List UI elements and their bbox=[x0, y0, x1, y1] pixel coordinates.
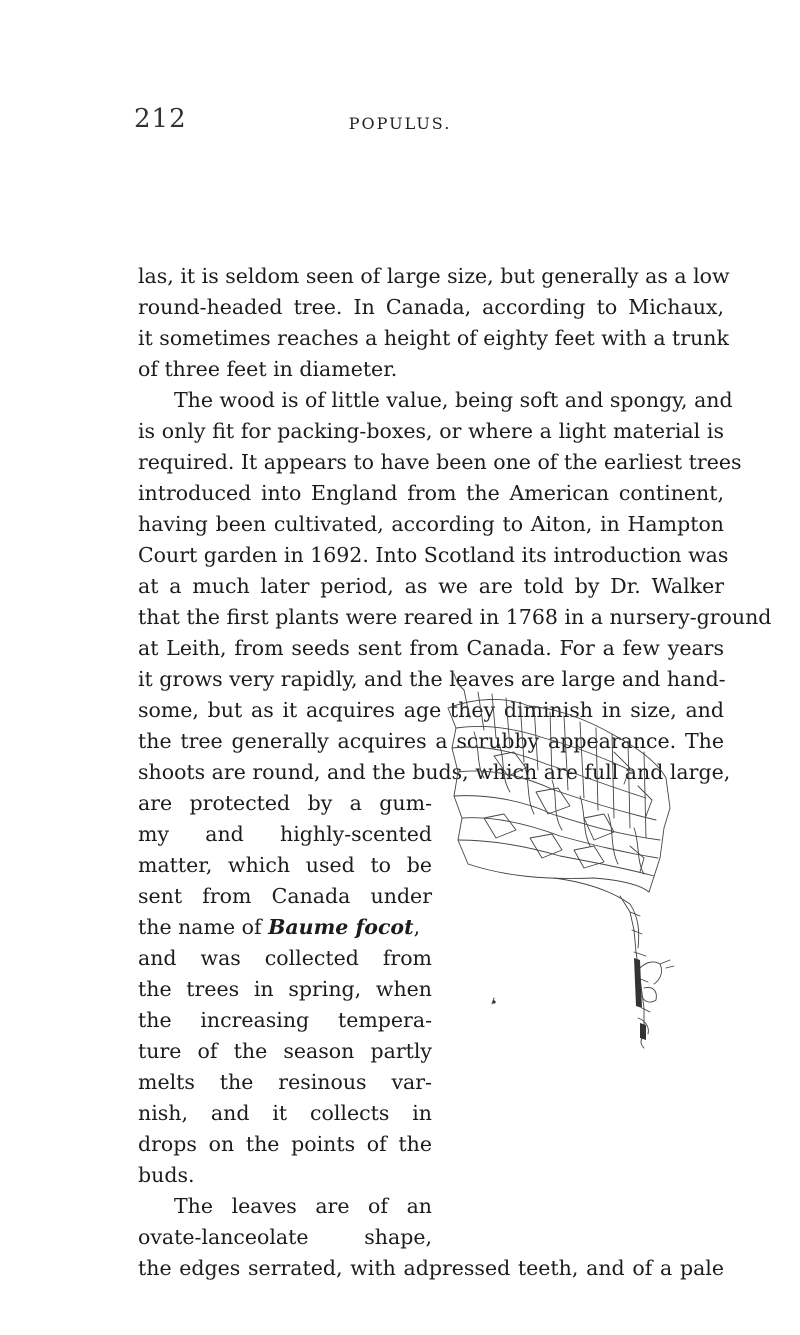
text-line: some, but as it acquires age they diminish in size, and bbox=[138, 698, 724, 722]
text-line: nish, and it collects in bbox=[138, 1101, 432, 1125]
text-line: of three feet in diameter. bbox=[138, 357, 398, 381]
text-line: required. It appears to have been one of the earliest trees bbox=[138, 450, 742, 474]
text-line: the trees in spring, when bbox=[138, 977, 432, 1001]
text-line: The wood is of little value, being soft and spongy, and bbox=[174, 388, 733, 412]
text-line: at Leith, from seeds sent from Canada. For a few years bbox=[138, 636, 724, 660]
text-line: round-headed tree. In Canada, according to Michaux, bbox=[138, 295, 724, 319]
text-line: The leaves are of an bbox=[174, 1194, 432, 1218]
text-line-latin bbox=[138, 912, 432, 943]
text-line: and was collected from bbox=[138, 946, 432, 970]
text-fragment: the name of bbox=[138, 915, 262, 939]
text-line: las, it is seldom seen of large size, but generally as a low bbox=[138, 264, 730, 288]
text-line: the increasing tempera- bbox=[138, 1008, 432, 1032]
text-line: introduced into England from the American continent, bbox=[138, 481, 724, 505]
text-line: the tree generally acquires a scrubby appearance. The bbox=[138, 729, 724, 753]
text-line: it sometimes reaches a height of eighty feet with a trunk bbox=[138, 326, 729, 350]
text-line: having been cultivated, according to Aiton, in Hampton bbox=[138, 512, 724, 536]
latin-term: Baume focot bbox=[268, 915, 414, 939]
text-line: melts the resinous var- bbox=[138, 1070, 432, 1094]
text-line: shoots are round, and the buds, which are full and large, bbox=[138, 760, 731, 784]
text-line: that the first plants were reared in 1768 in a nursery-ground bbox=[138, 605, 772, 629]
text-line: sent from Canada under bbox=[138, 884, 432, 908]
text-line: is only fit for packing-boxes, or where a light material is bbox=[138, 419, 724, 443]
bud-illustration-icon bbox=[434, 668, 734, 1068]
text-line: drops on the points of the bbox=[138, 1132, 432, 1156]
text-line: buds. bbox=[138, 1163, 195, 1187]
comma: , bbox=[413, 915, 421, 939]
text-line: matter, which used to be bbox=[138, 853, 432, 877]
text-line: at a much later period, as we are told by Dr. Walker bbox=[138, 574, 724, 598]
page-number: 212 bbox=[134, 104, 187, 134]
running-title: POPULUS. bbox=[348, 114, 452, 133]
text-line: the edges serrated, with adpressed teeth, and of a pale bbox=[138, 1256, 724, 1280]
text-line: ture of the season partly bbox=[138, 1039, 432, 1063]
text-line: are protected by a gum- bbox=[138, 791, 432, 815]
text-line: it grows very rapidly, and the leaves are large and hand- bbox=[138, 667, 726, 691]
text-line: Court garden in 1692. Into Scotland its introduction was bbox=[138, 543, 729, 567]
text-line: my and highly-scented bbox=[138, 822, 432, 846]
text-line: ovate-lanceolate shape, bbox=[138, 1225, 432, 1249]
